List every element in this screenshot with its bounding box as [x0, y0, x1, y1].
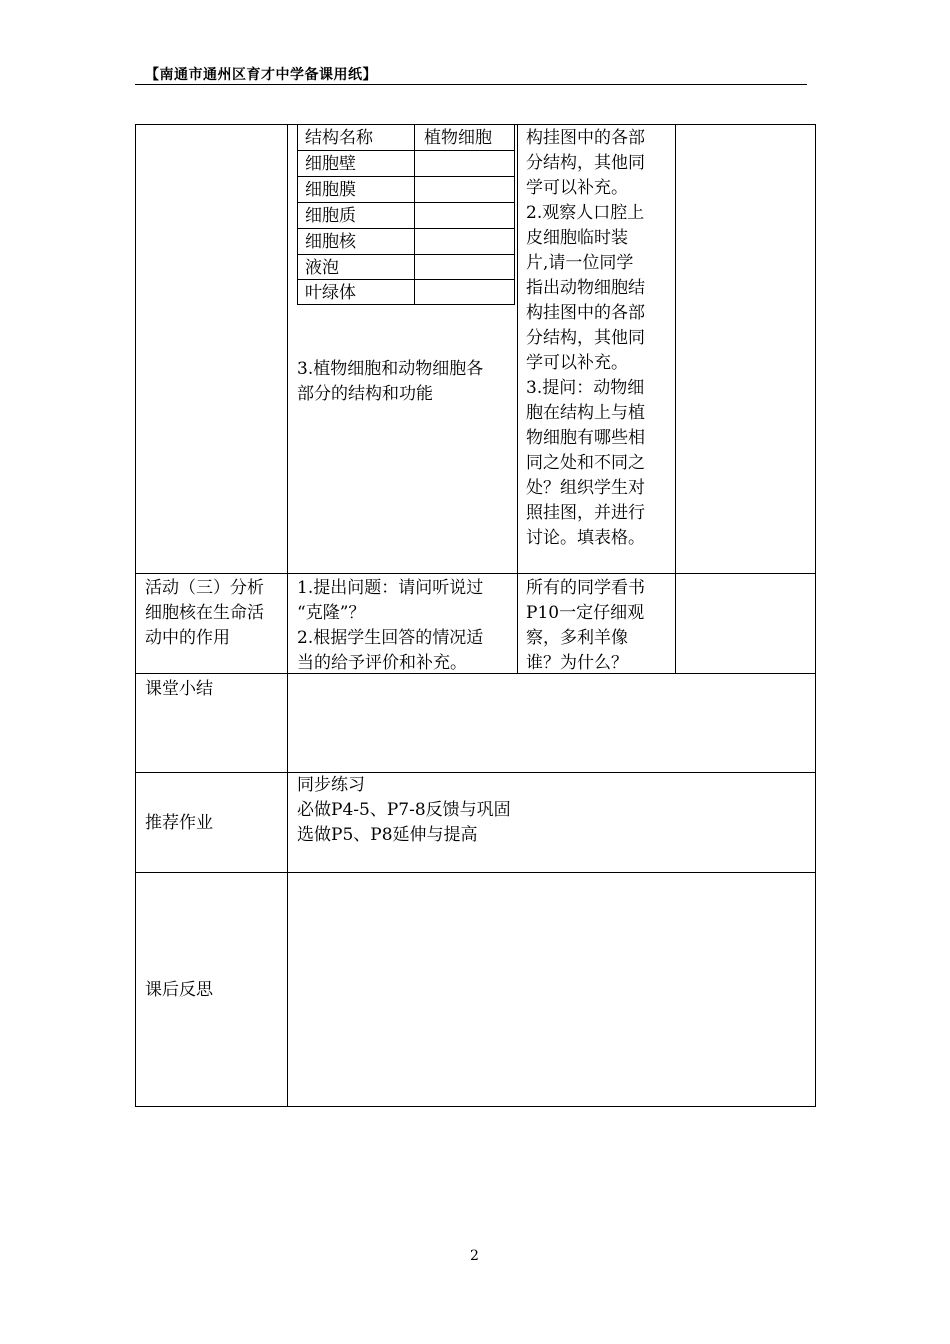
row1-col3-line: 片,请一位同学	[526, 253, 634, 273]
page-number: 2	[470, 1248, 479, 1264]
row2-col3-line: 所有的同学看书	[526, 578, 645, 598]
row1-col3-line: 学可以补充。	[526, 353, 628, 373]
inner-table-row: 细胞膜	[305, 180, 356, 200]
row1-item3-line: 部分的结构和功能	[297, 384, 433, 404]
row2-col2-line: 当的给予评价和补充。	[297, 653, 467, 673]
class-summary-label: 课堂小结	[145, 679, 213, 699]
row1-col3-line: 构挂图中的各部	[526, 303, 645, 323]
row1-col3-line: 2.观察人口腔上	[526, 203, 645, 223]
inner-table-row: 细胞质	[305, 206, 356, 226]
row1-col3-line: 物细胞有哪些相	[526, 428, 645, 448]
row1-col3-line: 指出动物细胞结	[526, 278, 645, 298]
row1-col3-line: 处？组织学生对	[526, 478, 645, 498]
row1-col3-line: 胞在结构上与植	[526, 403, 645, 423]
row1-col3-line: 照挂图，并进行	[526, 503, 645, 523]
homework-line: 同步练习	[297, 775, 365, 795]
row2-col2-line: 1.提出问题：请问听说过	[297, 578, 484, 598]
inner-table-header-structure: 结构名称	[305, 128, 373, 148]
row2-col1-line: 活动（三）分析	[145, 578, 264, 598]
row2-col3-line: 察，多利羊像	[526, 628, 628, 648]
inner-table-row: 叶绿体	[305, 283, 356, 303]
inner-table-row: 液泡	[305, 258, 339, 278]
homework-label: 推荐作业	[145, 813, 213, 833]
homework-line: 选做P5、P8延伸与提高	[297, 825, 478, 845]
row1-col3-line: 分结构，其他同	[526, 153, 645, 173]
row1-col3-line: 构挂图中的各部	[526, 128, 645, 148]
inner-table-header-plant-cell: 植物细胞	[424, 128, 492, 148]
row2-col1-line: 细胞核在生命活	[145, 603, 264, 623]
reflection-label: 课后反思	[145, 980, 213, 1000]
row1-col3-line: 分结构，其他同	[526, 328, 645, 348]
row1-item3-line: 3.植物细胞和动物细胞各	[297, 359, 484, 379]
row1-col3-line: 学可以补充。	[526, 178, 628, 198]
row1-col3-line: 皮细胞临时装	[526, 228, 628, 248]
inner-table-row: 细胞核	[305, 232, 356, 252]
header-rule	[135, 84, 807, 85]
row2-col2-line: “克隆”？	[297, 603, 366, 623]
document-header: 【南通市通州区育才中学备课用纸】	[145, 67, 377, 83]
inner-table-row: 细胞壁	[305, 154, 356, 174]
row1-col3-line: 3.提问：动物细	[526, 378, 645, 398]
row2-col2-line: 2.根据学生回答的情况适	[297, 628, 484, 648]
row1-col3-line: 讨论。填表格。	[526, 528, 645, 548]
row2-col3-line: P10一定仔细观	[526, 603, 645, 623]
row2-col1-line: 动中的作用	[145, 628, 230, 648]
row1-col3-line: 同之处和不同之	[526, 453, 645, 473]
row2-col3-line: 谁？为什么？	[526, 653, 628, 673]
homework-line: 必做P4-5、P7-8反馈与巩固	[297, 800, 511, 820]
